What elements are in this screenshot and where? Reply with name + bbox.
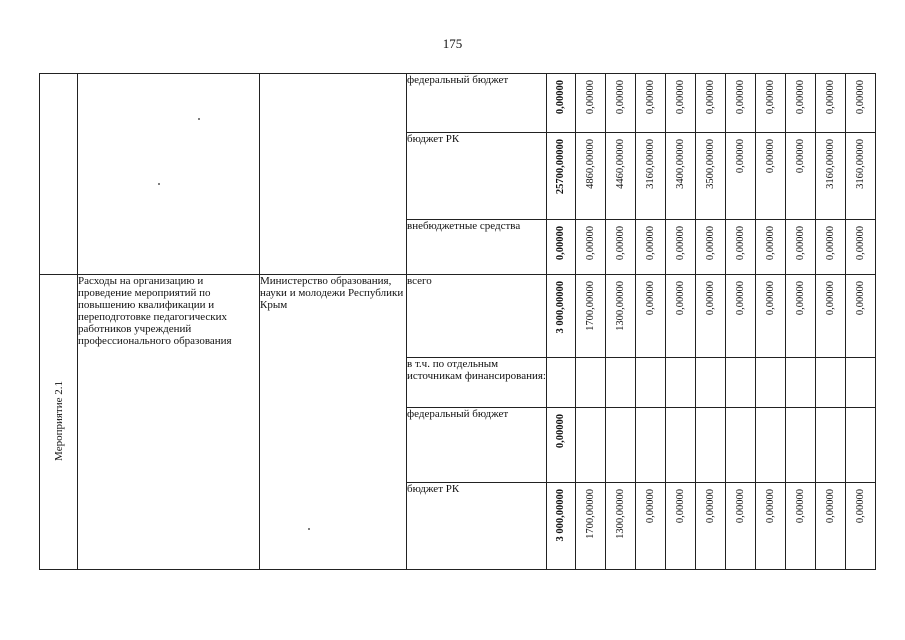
value-cell (816, 408, 846, 483)
value-cell: 0,00000 (606, 74, 636, 133)
value-cell (696, 358, 726, 408)
value-cell: 3 000,00000 (547, 275, 576, 358)
value-cell (576, 408, 606, 483)
value-cell (606, 408, 636, 483)
value-cell: 0,00000 (786, 275, 816, 358)
value-cell: 0,00000 (786, 74, 816, 133)
scan-speck (158, 183, 160, 185)
value-cell: 3400,00000 (666, 133, 696, 220)
value-cell: 0,00000 (816, 483, 846, 570)
value-cell: 0,00000 (756, 133, 786, 220)
value-cell: 0,00000 (636, 220, 666, 275)
value-cell: 0,00000 (547, 408, 576, 483)
funding-table (39, 73, 876, 570)
value-cell: 0,00000 (726, 220, 756, 275)
value-cell: 0,00000 (576, 74, 606, 133)
value-cell: 0,00000 (726, 275, 756, 358)
value-cell: 0,00000 (846, 275, 876, 358)
value-cell: 3500,00000 (696, 133, 726, 220)
value-cell (576, 358, 606, 408)
value-cell: 0,00000 (547, 74, 576, 133)
source-label: в т.ч. по отдельным источникам финансирования: (407, 358, 547, 408)
value-cell: 0,00000 (786, 220, 816, 275)
value-cell: 0,00000 (786, 133, 816, 220)
scan-speck (308, 528, 310, 530)
value-cell: 0,00000 (756, 275, 786, 358)
value-cell: 25700,00000 (547, 133, 576, 220)
value-cell: 0,00000 (576, 220, 606, 275)
value-cell (786, 358, 816, 408)
value-cell: 0,00000 (696, 483, 726, 570)
value-cell: 0,00000 (636, 483, 666, 570)
value-cell: 0,00000 (666, 74, 696, 133)
value-cell: 0,00000 (696, 275, 726, 358)
page-number: 175 (442, 36, 463, 51)
continued-label-cell (40, 74, 78, 275)
value-cell (606, 358, 636, 408)
value-cell: 3160,00000 (816, 133, 846, 220)
value-cell: 0,00000 (816, 275, 846, 358)
continued-executor-cell (260, 74, 407, 275)
source-label: всего (407, 275, 547, 358)
value-cell (726, 358, 756, 408)
value-cell (636, 358, 666, 408)
value-cell: 0,00000 (846, 220, 876, 275)
value-cell: 1300,00000 (606, 275, 636, 358)
value-cell: 0,00000 (636, 74, 666, 133)
source-label: бюджет РК (407, 483, 547, 570)
value-cell: 3160,00000 (846, 133, 876, 220)
source-label: бюджет РК (407, 133, 547, 220)
value-cell (666, 358, 696, 408)
value-cell (726, 408, 756, 483)
value-cell (636, 408, 666, 483)
value-cell (846, 408, 876, 483)
table-row (40, 275, 876, 358)
value-cell: 0,00000 (816, 220, 846, 275)
value-cell: 1700,00000 (576, 275, 606, 358)
value-cell: 0,00000 (547, 220, 576, 275)
value-cell: 3 000,00000 (547, 483, 576, 570)
value-cell (547, 358, 576, 408)
value-cell (756, 358, 786, 408)
source-label: федеральный бюджет (407, 74, 547, 133)
value-cell (696, 408, 726, 483)
value-cell: 0,00000 (696, 74, 726, 133)
value-cell: 4460,00000 (606, 133, 636, 220)
continued-description-cell (78, 74, 260, 275)
value-cell: 1300,00000 (606, 483, 636, 570)
value-cell: 0,00000 (846, 74, 876, 133)
value-cell: 0,00000 (606, 220, 636, 275)
value-cell (846, 358, 876, 408)
value-cell: 0,00000 (726, 74, 756, 133)
value-cell (816, 358, 846, 408)
value-cell (786, 408, 816, 483)
table-row (40, 74, 876, 133)
value-cell (666, 408, 696, 483)
value-cell: 0,00000 (726, 133, 756, 220)
value-cell: 0,00000 (756, 483, 786, 570)
value-cell: 4860,00000 (576, 133, 606, 220)
measure-description: Расходы на организацию и проведение мероприятий по повышению квалификации и переподготовке педагогических работников учреждений профессионального образования (78, 275, 260, 570)
value-cell: 0,00000 (666, 275, 696, 358)
value-cell: 0,00000 (726, 483, 756, 570)
value-cell (756, 408, 786, 483)
value-cell: 0,00000 (666, 483, 696, 570)
measure-label: Мероприятие 2.1 (52, 380, 65, 461)
value-cell: 0,00000 (756, 220, 786, 275)
value-cell: 0,00000 (666, 220, 696, 275)
value-cell: 0,00000 (786, 483, 816, 570)
source-label: федеральный бюджет (407, 408, 547, 483)
value-cell: 0,00000 (816, 74, 846, 133)
executor: Министерство образования, науки и молодежи Республики Крым (260, 275, 407, 570)
measure-label-cell (40, 275, 78, 570)
value-cell: 1700,00000 (576, 483, 606, 570)
value-cell: 3160,00000 (636, 133, 666, 220)
scan-speck (198, 118, 200, 120)
value-cell: 0,00000 (846, 483, 876, 570)
value-cell: 0,00000 (636, 275, 666, 358)
value-cell: 0,00000 (756, 74, 786, 133)
value-cell: 0,00000 (696, 220, 726, 275)
source-label: внебюджетные средства (407, 220, 547, 275)
